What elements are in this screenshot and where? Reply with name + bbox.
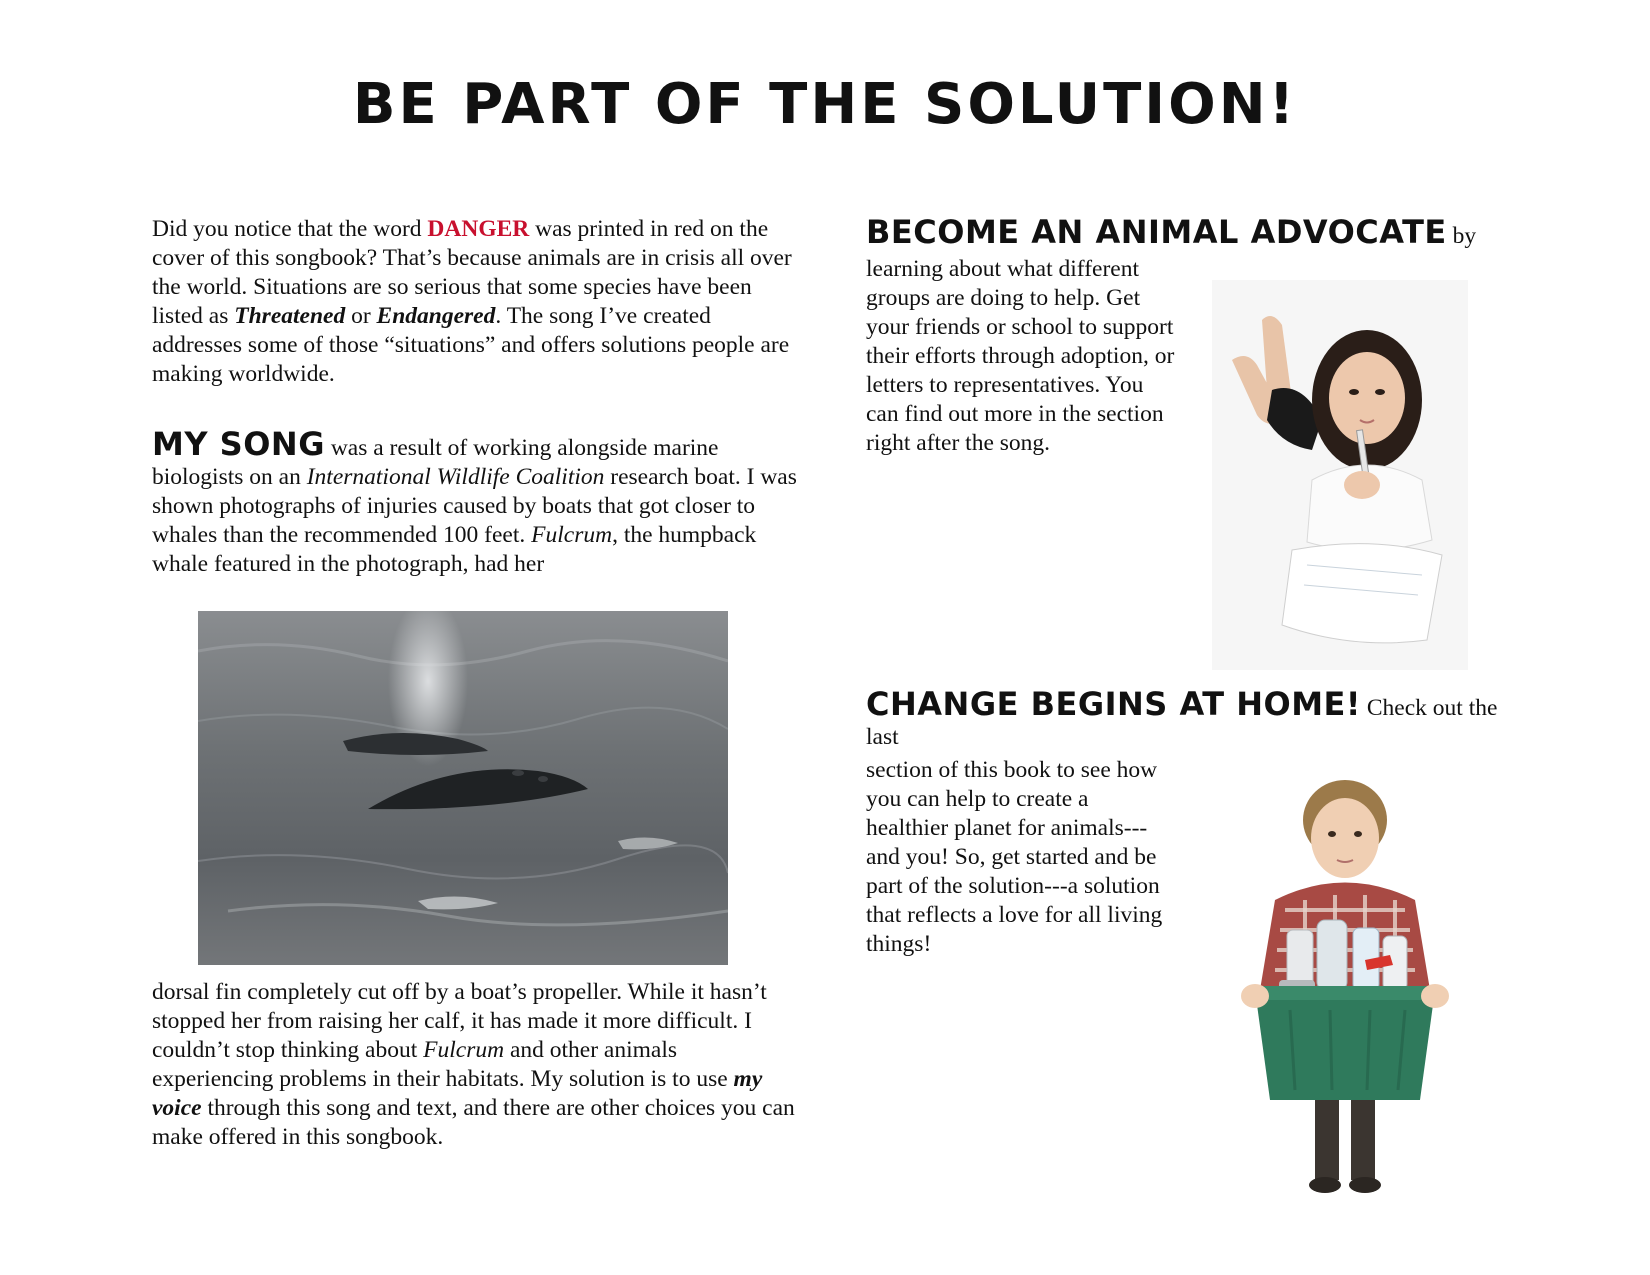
fulcrum-name: Fulcrum: [531, 522, 613, 548]
threatened-word: Threatened: [234, 303, 346, 329]
my-song-cont-3: through this song and text, and there are other choices you can make offered in this songbook.: [152, 1095, 795, 1150]
home-heading-line: [866, 685, 1506, 752]
intro-paragraph: [152, 215, 802, 389]
my-song-cont-1: dorsal fin completely cut off by a boat’s propeller. While it hasn’t stopped her from raising her calf, it has made it more difficult. I couldn’t stop thinking about: [152, 979, 767, 1063]
my-song-cont-2: and other animals experiencing problems in their habitats. My solution is to use: [152, 1037, 734, 1092]
girl-illustration: [1212, 280, 1468, 670]
fulcrum-name-2: Fulcrum: [423, 1037, 505, 1063]
intro-text-2: was printed in red on the cover of this songbook? That’s because animals are in crisis all over the world. Situations are so serious that some species have been listed as: [152, 216, 792, 329]
home-body: section of this book to see how you can help to create a healthier planet for animals---and you! So, get started and be part of the solution---a solution that reflects a love for all living things!: [866, 757, 1163, 957]
my-song-text-3: , the humpback whale featured in the photograph, had her: [152, 522, 757, 577]
home-heading: CHANGE BEGINS AT HOME!: [866, 685, 1361, 723]
whale-illustration: [198, 611, 728, 965]
my-song-paragraph: [152, 425, 802, 579]
intro-text-1: Did you notice that the word: [152, 216, 428, 242]
advocate-heading: BECOME AN ANIMAL ADVOCATE: [866, 213, 1447, 251]
girl-thinking-photo: [1212, 280, 1468, 670]
endangered-word: Endangered: [376, 303, 496, 329]
home-lead: Check out the last: [866, 695, 1498, 750]
advocate-body: learning about what different groups are doing to help. Get your friends or school to support their efforts through adoption, or letters to representatives. You can find out more in the section right after the song.: [866, 256, 1175, 456]
intro-or: or: [345, 303, 377, 329]
danger-word: DANGER: [427, 216, 530, 242]
page-title: BE PART OF THE SOLUTION!: [352, 72, 1298, 137]
advocate-heading-line: [866, 213, 1506, 251]
intro-text-3: . The song I’ve created addresses some of those “situations” and offers solutions people are making worldwide.: [152, 303, 790, 387]
my-song-heading: MY SONG: [152, 425, 325, 463]
advocate-by: by: [1446, 223, 1477, 249]
my-song-text-1: was a result of working alongside marine biologists on an: [152, 435, 719, 490]
whale-photo: [198, 611, 728, 965]
my-song-text-2: research boat. I was shown photographs of injuries caused by boats that got closer to whales than the recommended 100 feet.: [152, 464, 797, 548]
coalition-name: International Wildlife Coalition: [306, 464, 605, 490]
boy-recycling-photo: [1215, 760, 1475, 1215]
my-song-continued-paragraph: [152, 978, 802, 1152]
my-voice-phrase: my voice: [152, 1066, 763, 1121]
boy-illustration: [1215, 760, 1475, 1215]
